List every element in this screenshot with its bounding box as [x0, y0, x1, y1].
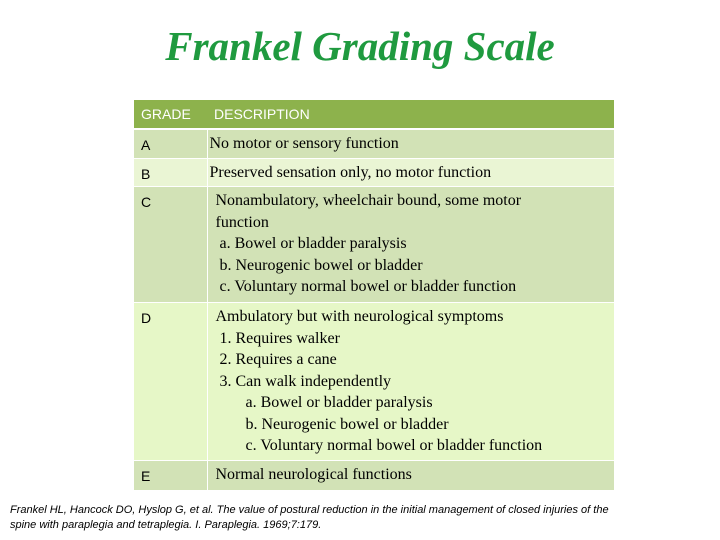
description-line: Ambulatory but with neurological symptoms — [215, 308, 504, 325]
citation-line: Frankel HL, Hancock DO, Hyslop G, et al. The value of postural reduction in the initial management of closed injuries of the — [10, 504, 609, 516]
citation — [10, 503, 710, 533]
description-subitem: 3. Can walk independently — [219, 372, 392, 390]
table-row-grade-a — [134, 129, 614, 158]
table-row-grade-c — [134, 187, 614, 303]
citation-line: spine with paraplegia and tetraplegia. I. Paraplegia. 1969;7:179. — [10, 519, 322, 531]
description-cell — [207, 460, 614, 490]
description-cell — [207, 303, 614, 461]
description-subitem: b. Neurogenic bowel or bladder — [245, 415, 449, 433]
grade-column-header: GRADE — [134, 100, 207, 129]
description-subitem: b. Neurogenic bowel or bladder — [219, 256, 423, 274]
description-line: Normal neurological functions — [215, 465, 412, 483]
frankel-grading-table — [134, 100, 614, 491]
grade-cell: C — [134, 187, 207, 303]
description-cell — [207, 158, 614, 187]
table-row-grade-e — [134, 460, 614, 490]
description-column-header: DESCRIPTION — [207, 100, 614, 129]
description-cell — [207, 187, 614, 303]
page-title: Frankel Grading Scale — [165, 23, 555, 69]
grade-cell: B — [134, 158, 207, 187]
description-line: Preserved sensation only, no motor function — [209, 163, 492, 181]
table-row-grade-d — [134, 303, 614, 461]
grade-cell: E — [134, 460, 207, 490]
table-header-row — [134, 100, 614, 129]
description-subitem: a. Bowel or bladder paralysis — [219, 235, 407, 252]
table-row-grade-b — [134, 158, 614, 187]
description-subitem: a. Bowel or bladder paralysis — [245, 394, 433, 411]
description-line: function — [215, 213, 269, 231]
description-subitem: c. Voluntary normal bowel or bladder function — [219, 278, 517, 295]
description-subitem: 2. Requires a cane — [219, 351, 337, 368]
grade-cell: A — [134, 129, 207, 158]
description-cell — [207, 129, 614, 158]
description-subitem: c. Voluntary normal bowel or bladder function — [245, 437, 543, 454]
description-line: Nonambulatory, wheelchair bound, some motor — [215, 192, 522, 209]
description-line: No motor or sensory function — [209, 135, 399, 152]
grade-cell: D — [134, 303, 207, 461]
description-subitem: 1. Requires walker — [219, 329, 340, 347]
